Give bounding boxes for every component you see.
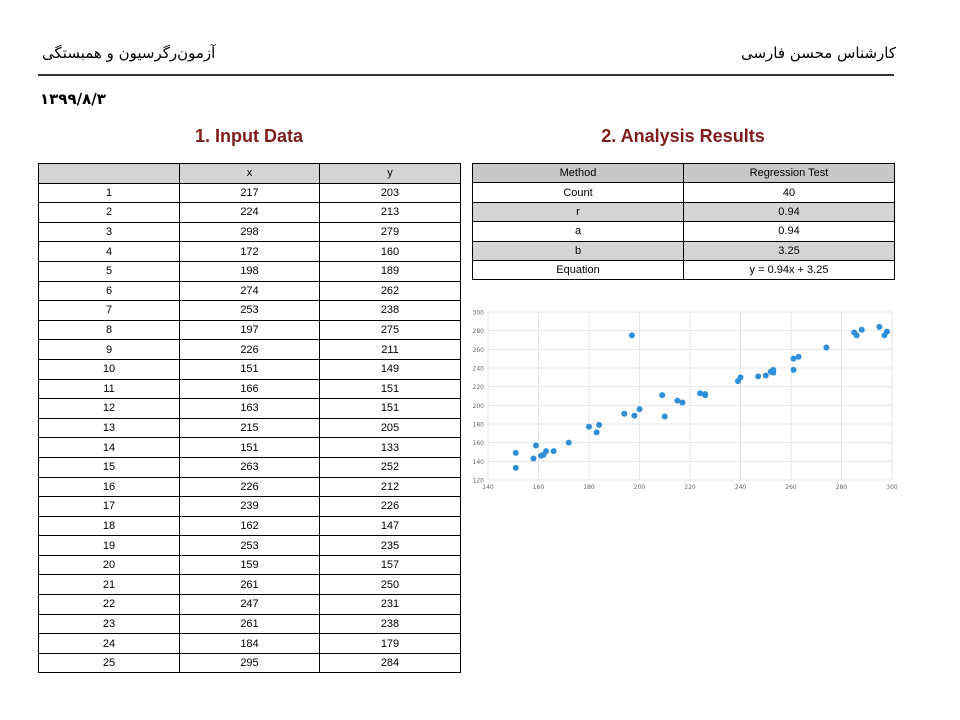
data-point	[586, 424, 592, 430]
y-value-cell: 211	[320, 340, 461, 360]
y-value-cell: 212	[320, 477, 461, 497]
result-label-cell: Equation	[473, 260, 684, 279]
result-value-cell: 3.25	[684, 241, 895, 260]
x-tick-label: 220	[684, 484, 696, 491]
table-row	[39, 222, 461, 242]
row-index-cell: 18	[39, 516, 180, 536]
x-value-cell: 163	[180, 399, 320, 419]
scatter-plot	[464, 302, 904, 492]
y-value-cell: 147	[320, 516, 461, 536]
x-value-cell: 159	[180, 555, 320, 575]
table-row	[39, 242, 461, 262]
row-index-cell: 19	[39, 536, 180, 556]
y-value-cell: 235	[320, 536, 461, 556]
column-header-index	[39, 164, 180, 184]
result-label-cell: b	[473, 241, 684, 260]
y-value-cell: 205	[320, 418, 461, 438]
x-tick-label: 280	[835, 484, 848, 491]
table-row	[39, 477, 461, 497]
y-value-cell: 226	[320, 497, 461, 517]
data-point	[566, 440, 572, 446]
row-index-cell: 2	[39, 203, 180, 223]
y-value-cell: 133	[320, 438, 461, 458]
table-row	[39, 183, 461, 203]
table-row	[39, 555, 461, 575]
y-value-cell: 231	[320, 595, 461, 615]
results-row	[473, 260, 895, 279]
data-point	[530, 456, 536, 462]
x-value-cell: 226	[180, 340, 320, 360]
table-row	[39, 457, 461, 477]
table-row	[39, 418, 461, 438]
x-value-cell: 166	[180, 379, 320, 399]
x-tick-label: 300	[886, 484, 898, 491]
header-divider	[38, 74, 894, 76]
y-value-cell: 252	[320, 457, 461, 477]
result-label-cell: a	[473, 222, 684, 241]
x-tick-label: 160	[532, 484, 545, 491]
row-index-cell: 20	[39, 555, 180, 575]
y-value-cell: 157	[320, 555, 461, 575]
data-point	[854, 332, 860, 338]
x-value-cell: 274	[180, 281, 320, 301]
table-row	[39, 320, 461, 340]
result-value-cell: 0.94	[684, 222, 895, 241]
data-point	[513, 465, 519, 471]
x-value-cell: 197	[180, 320, 320, 340]
y-tick-label: 300	[472, 309, 484, 317]
x-value-cell: 226	[180, 477, 320, 497]
analysis-results-title: 2. Analysis Results	[601, 126, 765, 146]
row-index-cell: 4	[39, 242, 180, 262]
y-value-cell: 279	[320, 222, 461, 242]
row-index-cell: 16	[39, 477, 180, 497]
y-value-cell: 284	[320, 653, 461, 673]
row-index-cell: 13	[39, 418, 180, 438]
x-value-cell: 298	[180, 222, 320, 242]
data-point	[637, 406, 643, 412]
y-value-cell: 262	[320, 281, 461, 301]
x-value-cell: 198	[180, 261, 320, 281]
table-row	[39, 301, 461, 321]
table-row	[39, 634, 461, 654]
y-value-cell: 213	[320, 203, 461, 223]
row-index-cell: 11	[39, 379, 180, 399]
x-tick-label: 140	[482, 484, 494, 491]
table-row	[39, 653, 461, 673]
row-index-cell: 23	[39, 614, 180, 634]
y-value-cell: 275	[320, 320, 461, 340]
data-point	[629, 332, 635, 338]
data-point	[631, 413, 637, 419]
data-point	[738, 374, 744, 380]
row-index-cell: 6	[39, 281, 180, 301]
x-value-cell: 215	[180, 418, 320, 438]
y-tick-label: 280	[472, 328, 484, 336]
column-header-x: x	[180, 164, 320, 184]
y-tick-label: 120	[472, 477, 484, 485]
y-value-cell: 151	[320, 379, 461, 399]
input-data-table	[38, 163, 461, 673]
analysis-results-table	[472, 163, 895, 280]
y-value-cell: 149	[320, 359, 461, 379]
results-row	[473, 241, 895, 260]
row-index-cell: 1	[39, 183, 180, 203]
x-value-cell: 151	[180, 359, 320, 379]
x-value-cell: 261	[180, 575, 320, 595]
results-row	[473, 222, 895, 241]
x-value-cell: 263	[180, 457, 320, 477]
row-index-cell: 7	[39, 301, 180, 321]
data-point	[533, 442, 539, 448]
data-point	[755, 373, 761, 379]
y-value-cell: 160	[320, 242, 461, 262]
x-value-cell: 253	[180, 536, 320, 556]
table-row	[39, 497, 461, 517]
y-tick-label: 240	[472, 365, 484, 373]
table-row	[39, 399, 461, 419]
data-point	[679, 400, 685, 406]
data-point	[823, 344, 829, 350]
row-index-cell: 10	[39, 359, 180, 379]
data-point	[770, 370, 776, 376]
row-index-cell: 14	[39, 438, 180, 458]
input-table-header	[39, 164, 461, 184]
y-value-cell: 179	[320, 634, 461, 654]
data-point	[702, 392, 708, 398]
y-tick-label: 200	[472, 402, 484, 410]
table-row	[39, 359, 461, 379]
results-row	[473, 183, 895, 202]
x-value-cell: 247	[180, 595, 320, 615]
row-index-cell: 5	[39, 261, 180, 281]
y-tick-label: 180	[472, 421, 484, 429]
y-value-cell: 151	[320, 399, 461, 419]
result-value-cell: y = 0.94x + 3.25	[684, 260, 895, 279]
y-value-cell: 203	[320, 183, 461, 203]
x-value-cell: 239	[180, 497, 320, 517]
row-index-cell: 25	[39, 653, 180, 673]
y-value-cell: 189	[320, 261, 461, 281]
scatter-chart	[464, 302, 904, 492]
document-title: آزمون‌رگرسیون و همبستگی	[42, 44, 216, 62]
result-value-cell: 0.94	[684, 202, 895, 221]
row-index-cell: 21	[39, 575, 180, 595]
x-value-cell: 184	[180, 634, 320, 654]
y-tick-label: 260	[472, 346, 484, 354]
x-tick-label: 200	[633, 484, 646, 491]
data-point	[551, 448, 557, 454]
x-value-cell: 295	[180, 653, 320, 673]
data-point	[791, 367, 797, 373]
data-point	[659, 392, 665, 398]
x-value-cell: 217	[180, 183, 320, 203]
table-row	[39, 438, 461, 458]
x-tick-label: 240	[734, 484, 747, 491]
data-point	[513, 450, 519, 456]
y-value-cell: 250	[320, 575, 461, 595]
result-label-cell: r	[473, 202, 684, 221]
x-value-cell: 162	[180, 516, 320, 536]
table-row	[39, 575, 461, 595]
input-data-title: 1. Input Data	[194, 126, 303, 146]
data-point	[796, 354, 802, 360]
x-tick-label: 180	[583, 484, 595, 491]
result-label-cell: Count	[473, 183, 684, 202]
row-index-cell: 8	[39, 320, 180, 340]
row-index-cell: 15	[39, 457, 180, 477]
table-row	[39, 595, 461, 615]
document-date: ۱۳۹۹/۸/۳	[40, 90, 106, 108]
x-value-cell: 261	[180, 614, 320, 634]
column-header-method: Method	[473, 164, 684, 183]
results-row	[473, 202, 895, 221]
data-point	[543, 448, 549, 454]
y-tick-label: 140	[472, 458, 484, 466]
row-index-cell: 12	[39, 399, 180, 419]
data-point	[621, 411, 627, 417]
row-index-cell: 24	[39, 634, 180, 654]
table-row	[39, 614, 461, 634]
column-header-regression-test: Regression Test	[684, 164, 895, 183]
y-tick-label: 220	[472, 384, 484, 392]
table-row	[39, 261, 461, 281]
data-point	[876, 324, 882, 330]
result-value-cell: 40	[684, 183, 895, 202]
data-point	[662, 414, 668, 420]
data-point	[884, 329, 890, 335]
table-row	[39, 340, 461, 360]
row-index-cell: 9	[39, 340, 180, 360]
column-header-y: y	[320, 164, 461, 184]
row-index-cell: 3	[39, 222, 180, 242]
expert-name: کارشناس محسن فارسی	[740, 44, 896, 62]
row-index-cell: 17	[39, 497, 180, 517]
x-value-cell: 172	[180, 242, 320, 262]
data-point	[594, 429, 600, 435]
table-row	[39, 536, 461, 556]
data-point	[859, 327, 865, 333]
y-value-cell: 238	[320, 614, 461, 634]
y-tick-label: 160	[472, 440, 484, 448]
x-value-cell: 151	[180, 438, 320, 458]
data-point	[763, 372, 769, 378]
table-row	[39, 516, 461, 536]
table-row	[39, 203, 461, 223]
x-value-cell: 253	[180, 301, 320, 321]
row-index-cell: 22	[39, 595, 180, 615]
results-table-header	[473, 164, 895, 183]
y-value-cell: 238	[320, 301, 461, 321]
table-row	[39, 379, 461, 399]
table-row	[39, 281, 461, 301]
x-value-cell: 224	[180, 203, 320, 223]
x-tick-label: 260	[785, 484, 797, 491]
data-point	[596, 422, 602, 428]
